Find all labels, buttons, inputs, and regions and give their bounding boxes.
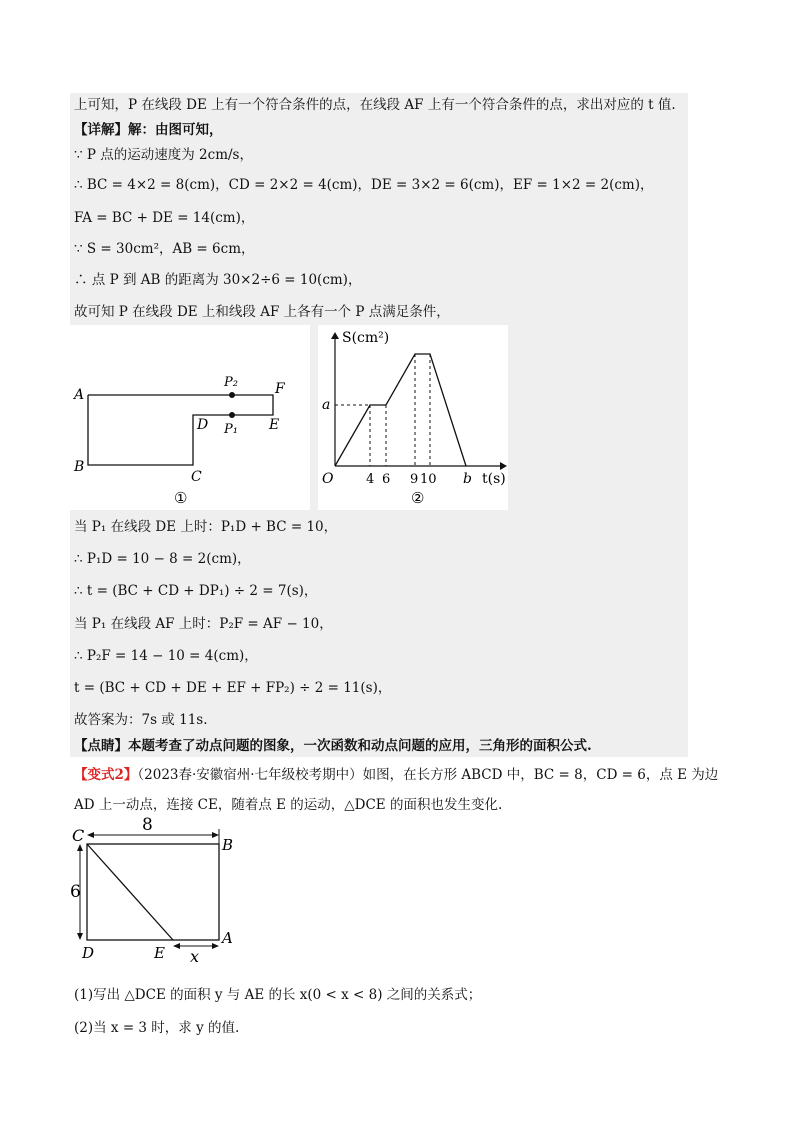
question-2: (2)当 x = 3 时，求 y 的值. (74, 1020, 240, 1036)
solution-line-15: 故答案为：7s 或 11s. (74, 712, 208, 728)
fig3-top-length: 8 (142, 815, 153, 835)
fig3-label-D: D (82, 944, 95, 962)
fig1-label-F: F (275, 381, 285, 397)
solution-line-10: ∴ P₁D = 10 − 8 = 2(cm)， (74, 551, 251, 567)
fig1-label-P2: P₂ (224, 375, 238, 390)
solution-line-9: 当 P₁ 在线段 DE 上时：P₁D + BC = 10， (74, 519, 338, 535)
fig2-tick-6: 6 (382, 472, 391, 487)
variant-line-2: AD 上一动点，连接 CE，随着点 E 的运动，△DCE 的面积也发生变化. (74, 797, 503, 813)
fig1-label-A: A (74, 387, 85, 403)
fig2-tick-10: 10 (420, 472, 437, 487)
solution-line-7: ∴ 点 P 到 AB 的距离为 30×2÷6 = 10(cm)， (74, 272, 362, 288)
fig3-left-length: 6 (70, 882, 81, 902)
fig1-label-P1: P₁ (224, 422, 238, 437)
variant-tag: 【变式2】 (74, 767, 138, 783)
solution-line-6: ∵ S = 30cm²，AB = 6cm， (74, 241, 255, 257)
solution-line-14: t = (BC + CD + DE + EF + FP₂) ÷ 2 = 11(s)， (74, 680, 392, 696)
variant-line-1 (74, 765, 718, 785)
fig2-b-label: b (463, 471, 472, 487)
solution-line-8: 故可知 P 在线段 DE 上和线段 AF 上各有一个 P 点满足条件， (74, 304, 450, 320)
fig2-tick-9: 9 (410, 472, 419, 487)
fig1-label-E: E (269, 417, 280, 433)
solution-line-2: 【详解】解：由图可知， (74, 122, 223, 138)
fig1-label-C: C (191, 469, 202, 485)
solution-line-1: 上可知，P 在线段 DE 上有一个符合条件的点，在线段 AF 上有一个符合条件的点，求出对应的 t 值. (74, 97, 676, 113)
fig1-label-B: B (74, 459, 85, 475)
fig3-label-C: C (72, 826, 85, 845)
fig3-x-length: x (190, 947, 200, 965)
fig1-label-D: D (197, 417, 209, 433)
figure-2-graph (318, 325, 508, 510)
fig2-a-label: a (322, 397, 331, 413)
solution-line-11: ∴ t = (BC + CD + DP₁) ÷ 2 = 7(s)， (74, 583, 318, 599)
figure-1-polygon (70, 325, 310, 510)
fig3-label-B: B (222, 836, 234, 854)
figure-3-rectangle (70, 815, 250, 965)
fig3-label-E: E (154, 944, 165, 962)
solution-line-12: 当 P₁ 在线段 AF 上时：P₂F = AF − 10， (74, 616, 333, 632)
fig2-tick-4: 4 (366, 472, 375, 487)
variant-text-1: （2023春·安徽宿州·七年级校考期中）如图，在长方形 ABCD 中，BC = 8，CD = 6，点 E 为边 (137, 767, 719, 783)
solution-line-16: 【点睛】本题考查了动点问题的图象，一次函数和动点问题的应用，三角形的面积公式. (74, 738, 592, 754)
fig1-caption: ① (174, 489, 188, 507)
solution-line-3: ∵ P 点的运动速度为 2cm/s， (74, 147, 253, 163)
question-1: (1)写出 △DCE 的面积 y 与 AE 的长 x(0 < x < 8) 之间的关系式； (74, 987, 482, 1003)
solution-line-4: ∴ BC = 4×2 = 8(cm)，CD = 2×2 = 4(cm)，DE = 3×2 = 6(cm)，EF = 1×2 = 2(cm)， (74, 177, 654, 193)
fig2-y-axis-label: S(cm²) (342, 330, 390, 346)
solution-line-5: FA = BC + DE = 14(cm)， (74, 210, 255, 226)
fig2-caption: ② (411, 489, 425, 507)
fig3-label-A: A (222, 929, 233, 947)
fig2-x-axis-label: t(s) (482, 471, 506, 487)
solution-line-13: ∴ P₂F = 14 − 10 = 4(cm)， (74, 648, 258, 664)
fig2-origin-label: O (322, 471, 334, 487)
